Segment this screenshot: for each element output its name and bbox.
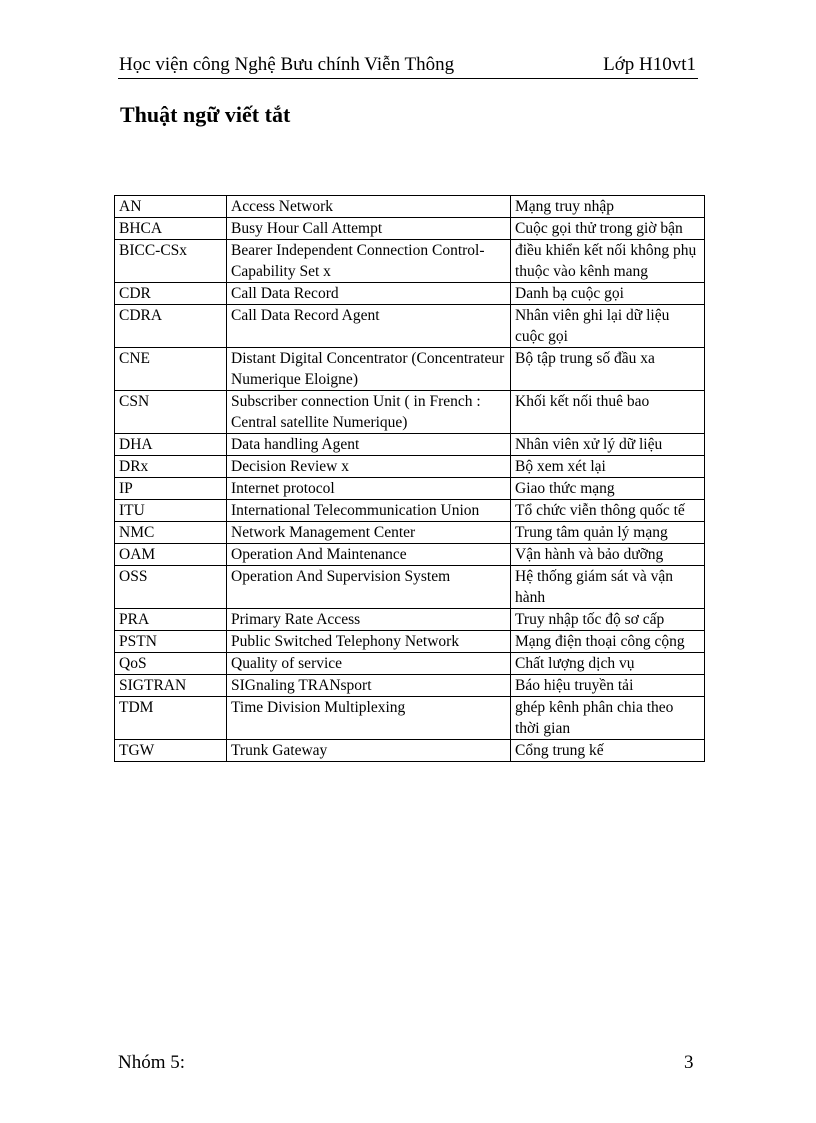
vietnamese-term-cell: Bộ xem xét lại [511,456,705,478]
table-row [115,283,705,305]
abbreviation-cell: SIGTRAN [115,675,227,697]
vietnamese-term-cell: Khối kết nối thuê bao [511,391,705,434]
abbreviation-cell: TGW [115,740,227,762]
full-term-cell: Bearer Independent Connection Control- Capability Set x [227,240,511,283]
full-term-cell: Operation And Maintenance [227,544,511,566]
table-row [115,609,705,631]
abbreviation-table [114,195,705,762]
table-row [115,697,705,740]
abbreviation-cell: DHA [115,434,227,456]
vietnamese-term-cell: Truy nhập tốc độ sơ cấp [511,609,705,631]
table-row [115,434,705,456]
vietnamese-term-cell: Cổng trung kế [511,740,705,762]
vietnamese-term-cell: Mạng truy nhập [511,196,705,218]
vietnamese-term-cell: Mạng điện thoại công cộng [511,631,705,653]
abbreviation-cell: NMC [115,522,227,544]
abbreviation-cell: DRx [115,456,227,478]
table-row [115,348,705,391]
abbreviation-cell: CNE [115,348,227,391]
vietnamese-term-cell: ghép kênh phân chia theo thời gian [511,697,705,740]
table-row [115,218,705,240]
vietnamese-term-cell: Tổ chức viễn thông quốc tế [511,500,705,522]
vietnamese-term-cell: Trung tâm quản lý mạng [511,522,705,544]
full-term-cell: Primary Rate Access [227,609,511,631]
abbreviation-cell: ITU [115,500,227,522]
full-term-cell: Operation And Supervision System [227,566,511,609]
vietnamese-term-cell: điều khiển kết nối không phụ thuộc vào kênh mang [511,240,705,283]
abbreviation-cell: OSS [115,566,227,609]
vietnamese-term-cell: Hệ thống giám sát và vận hành [511,566,705,609]
vietnamese-term-cell: Nhân viên ghi lại dữ liệu cuộc gọi [511,305,705,348]
abbreviation-cell: QoS [115,653,227,675]
abbreviation-cell: BICC-CSx [115,240,227,283]
full-term-cell: Time Division Multiplexing [227,697,511,740]
full-term-cell: International Telecommunication Union [227,500,511,522]
vietnamese-term-cell: Báo hiệu truyền tải [511,675,705,697]
full-term-cell: SIGnaling TRANsport [227,675,511,697]
footer-group: Nhóm 5: [118,1052,186,1073]
table-row [115,240,705,283]
table-row [115,544,705,566]
abbreviation-cell: AN [115,196,227,218]
abbreviation-cell: TDM [115,697,227,740]
table-row [115,653,705,675]
vietnamese-term-cell: Bộ tập trung số đầu xa [511,348,705,391]
header-institution: Học viện công Nghệ Bưu chính Viễn Thông [119,54,455,75]
full-term-cell: Network Management Center [227,522,511,544]
table-row [115,566,705,609]
full-term-cell: Busy Hour Call Attempt [227,218,511,240]
full-term-cell: Call Data Record Agent [227,305,511,348]
vietnamese-term-cell: Vận hành và bảo dưỡng [511,544,705,566]
abbreviation-cell: BHCA [115,218,227,240]
full-term-cell: Quality of service [227,653,511,675]
full-term-cell: Distant Digital Concentrator (Concentrateur Numerique Eloigne) [227,348,511,391]
table-row [115,500,705,522]
full-term-cell: Subscriber connection Unit ( in French : Central satellite Numerique) [227,391,511,434]
abbreviation-cell: CSN [115,391,227,434]
header-class-label: Lớp H10vt1 [603,54,696,75]
vietnamese-term-cell: Danh bạ cuộc gọi [511,283,705,305]
full-term-cell: Internet protocol [227,478,511,500]
footer-page-number: 3 [684,1052,694,1073]
vietnamese-term-cell: Cuộc gọi thử trong giờ bận [511,218,705,240]
table-row [115,305,705,348]
vietnamese-term-cell: Giao thức mạng [511,478,705,500]
abbreviation-cell: PRA [115,609,227,631]
full-term-cell: Access Network [227,196,511,218]
abbreviation-cell: CDR [115,283,227,305]
page-title: Thuật ngữ viết tắt [120,102,291,127]
table-row [115,522,705,544]
table-row [115,456,705,478]
table-row [115,740,705,762]
full-term-cell: Data handling Agent [227,434,511,456]
table-row [115,478,705,500]
full-term-cell: Call Data Record [227,283,511,305]
full-term-cell: Decision Review x [227,456,511,478]
vietnamese-term-cell: Nhân viên xử lý dữ liệu [511,434,705,456]
table-row [115,675,705,697]
full-term-cell: Public Switched Telephony Network [227,631,511,653]
full-term-cell: Trunk Gateway [227,740,511,762]
page-header [118,52,698,79]
table-row [115,391,705,434]
abbreviation-cell: OAM [115,544,227,566]
abbreviation-table-body [115,196,705,762]
table-row [115,631,705,653]
abbreviation-cell: CDRA [115,305,227,348]
table-row [115,196,705,218]
abbreviation-cell: PSTN [115,631,227,653]
abbreviation-cell: IP [115,478,227,500]
vietnamese-term-cell: Chất lượng dịch vụ [511,653,705,675]
